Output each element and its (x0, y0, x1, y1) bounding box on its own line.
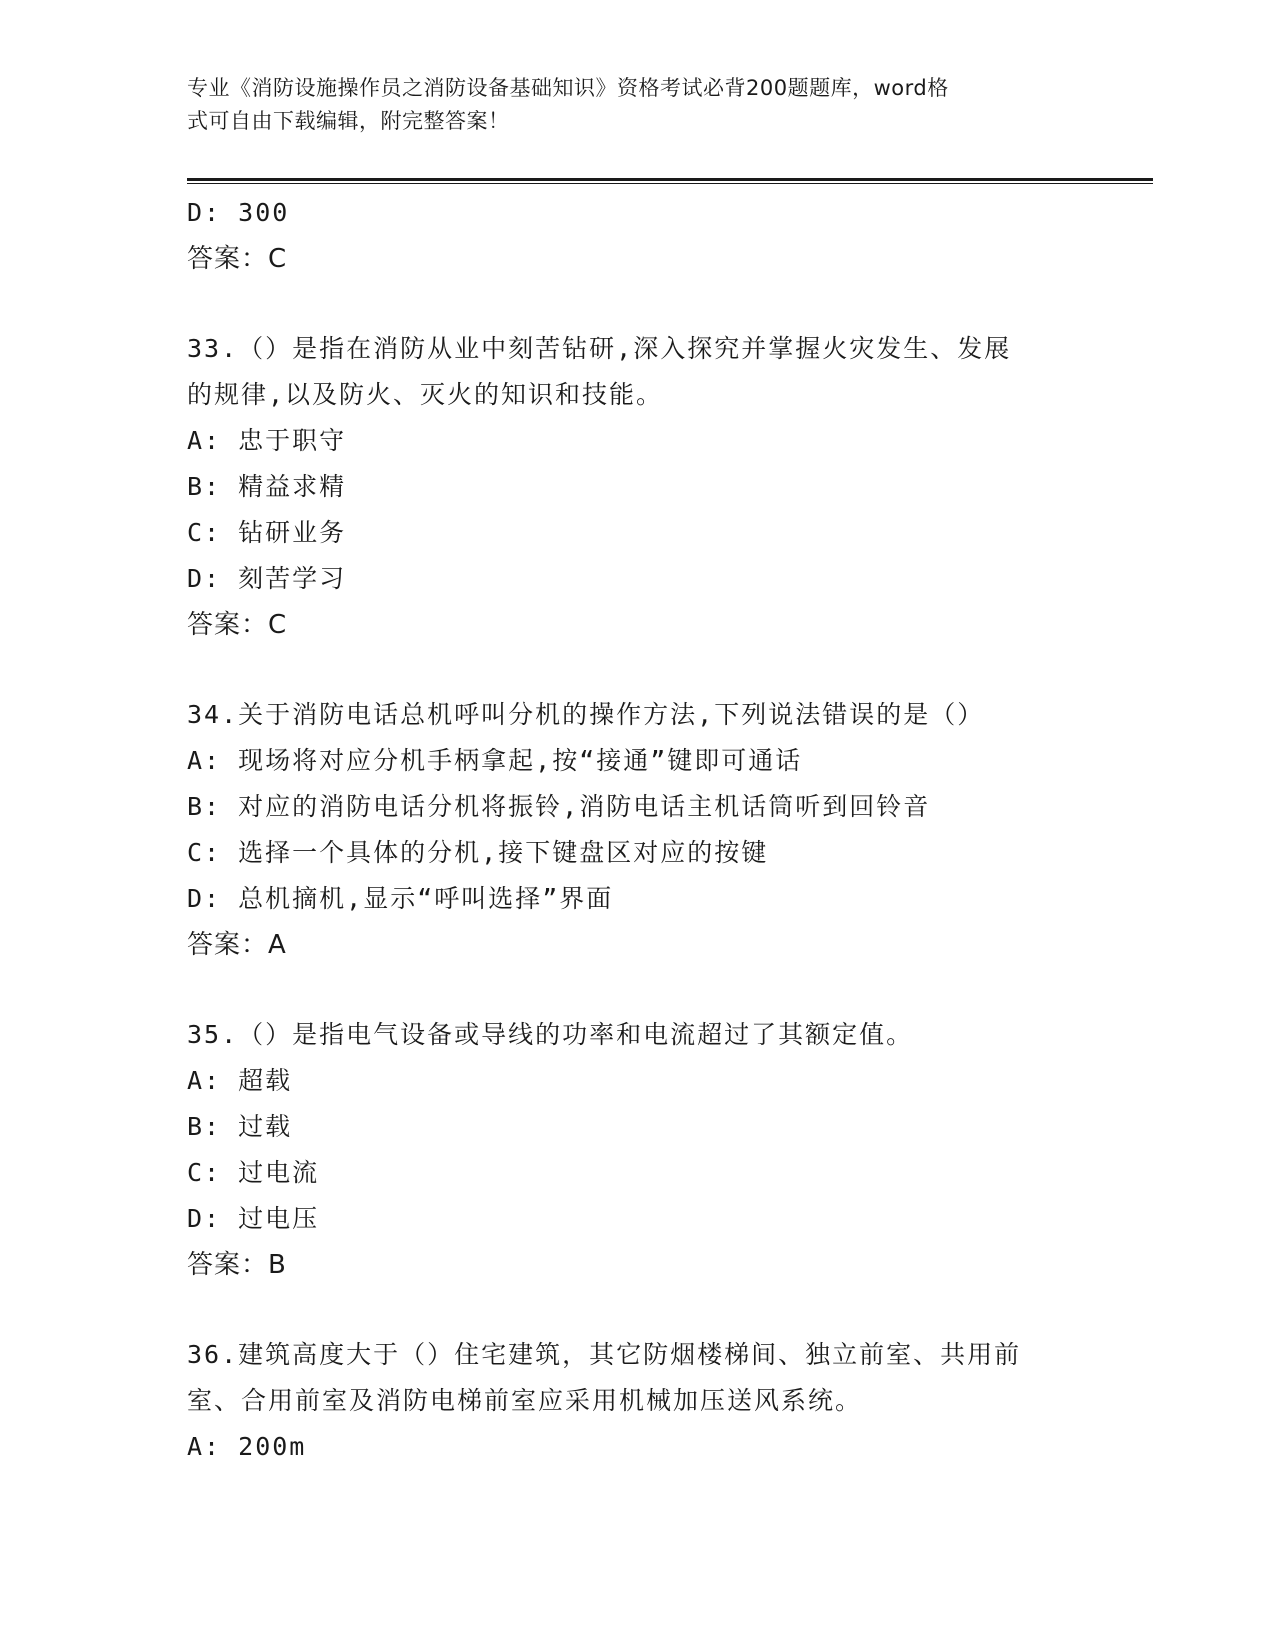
header-line-1: 专业《消防设施操作员之消防设备基础知识》资格考试必背200题题库，word格 (187, 76, 949, 100)
option-b: B: 对应的消防电话分机将振铃,消防电话主机话筒听到回铃音 (187, 792, 931, 821)
question-text: 室、合用前室及消防电梯前室应采用机械加压送风系统。 (187, 1386, 863, 1415)
option-d: D: 300 (187, 198, 290, 227)
option-b: B: 精益求精 (187, 472, 347, 501)
question-35 (187, 1012, 1087, 1288)
answer-label: 答案：B (187, 1250, 287, 1280)
document-header (187, 72, 1087, 138)
option-a: A: 忠于职守 (187, 426, 347, 455)
question-text: 34.关于消防电话总机呼叫分机的操作方法,下列说法错误的是（） (187, 700, 985, 729)
question-list (187, 190, 1087, 1470)
question-text: 35.（）是指电气设备或导线的功率和电流超过了其额定值。 (187, 1020, 914, 1049)
question-36 (187, 1332, 1087, 1470)
option-d: D: 刻苦学习 (187, 564, 347, 593)
question-33 (187, 326, 1087, 648)
option-c: C: 选择一个具体的分机,接下键盘区对应的按键 (187, 838, 769, 867)
option-c: C: 过电流 (187, 1158, 320, 1187)
header-line-2: 式可自由下载编辑，附完整答案！ (187, 109, 510, 133)
answer-label: 答案：A (187, 930, 287, 960)
answer-label: 答案：C (187, 244, 288, 274)
question-34 (187, 692, 1087, 968)
question-text: 33.（）是指在消防从业中刻苦钻研,深入探究并掌握火灾发生、发展 (187, 334, 1012, 363)
option-a: A: 200m (187, 1432, 307, 1461)
question-text: 的规律,以及防火、灭火的知识和技能。 (187, 380, 664, 409)
option-a: A: 超载 (187, 1066, 293, 1095)
option-d: D: 过电压 (187, 1204, 320, 1233)
answer-label: 答案：C (187, 610, 288, 640)
option-d: D: 总机摘机,显示“呼叫选择”界面 (187, 884, 614, 913)
option-a: A: 现场将对应分机手柄拿起,按“接通”键即可通话 (187, 746, 803, 775)
header-divider-thin (187, 183, 1153, 184)
option-b: B: 过载 (187, 1112, 293, 1141)
header-divider-thick (187, 178, 1153, 181)
option-c: C: 钻研业务 (187, 518, 347, 547)
question-text: 36.建筑高度大于（）住宅建筑，其它防烟楼梯间、独立前室、共用前 (187, 1340, 1022, 1369)
